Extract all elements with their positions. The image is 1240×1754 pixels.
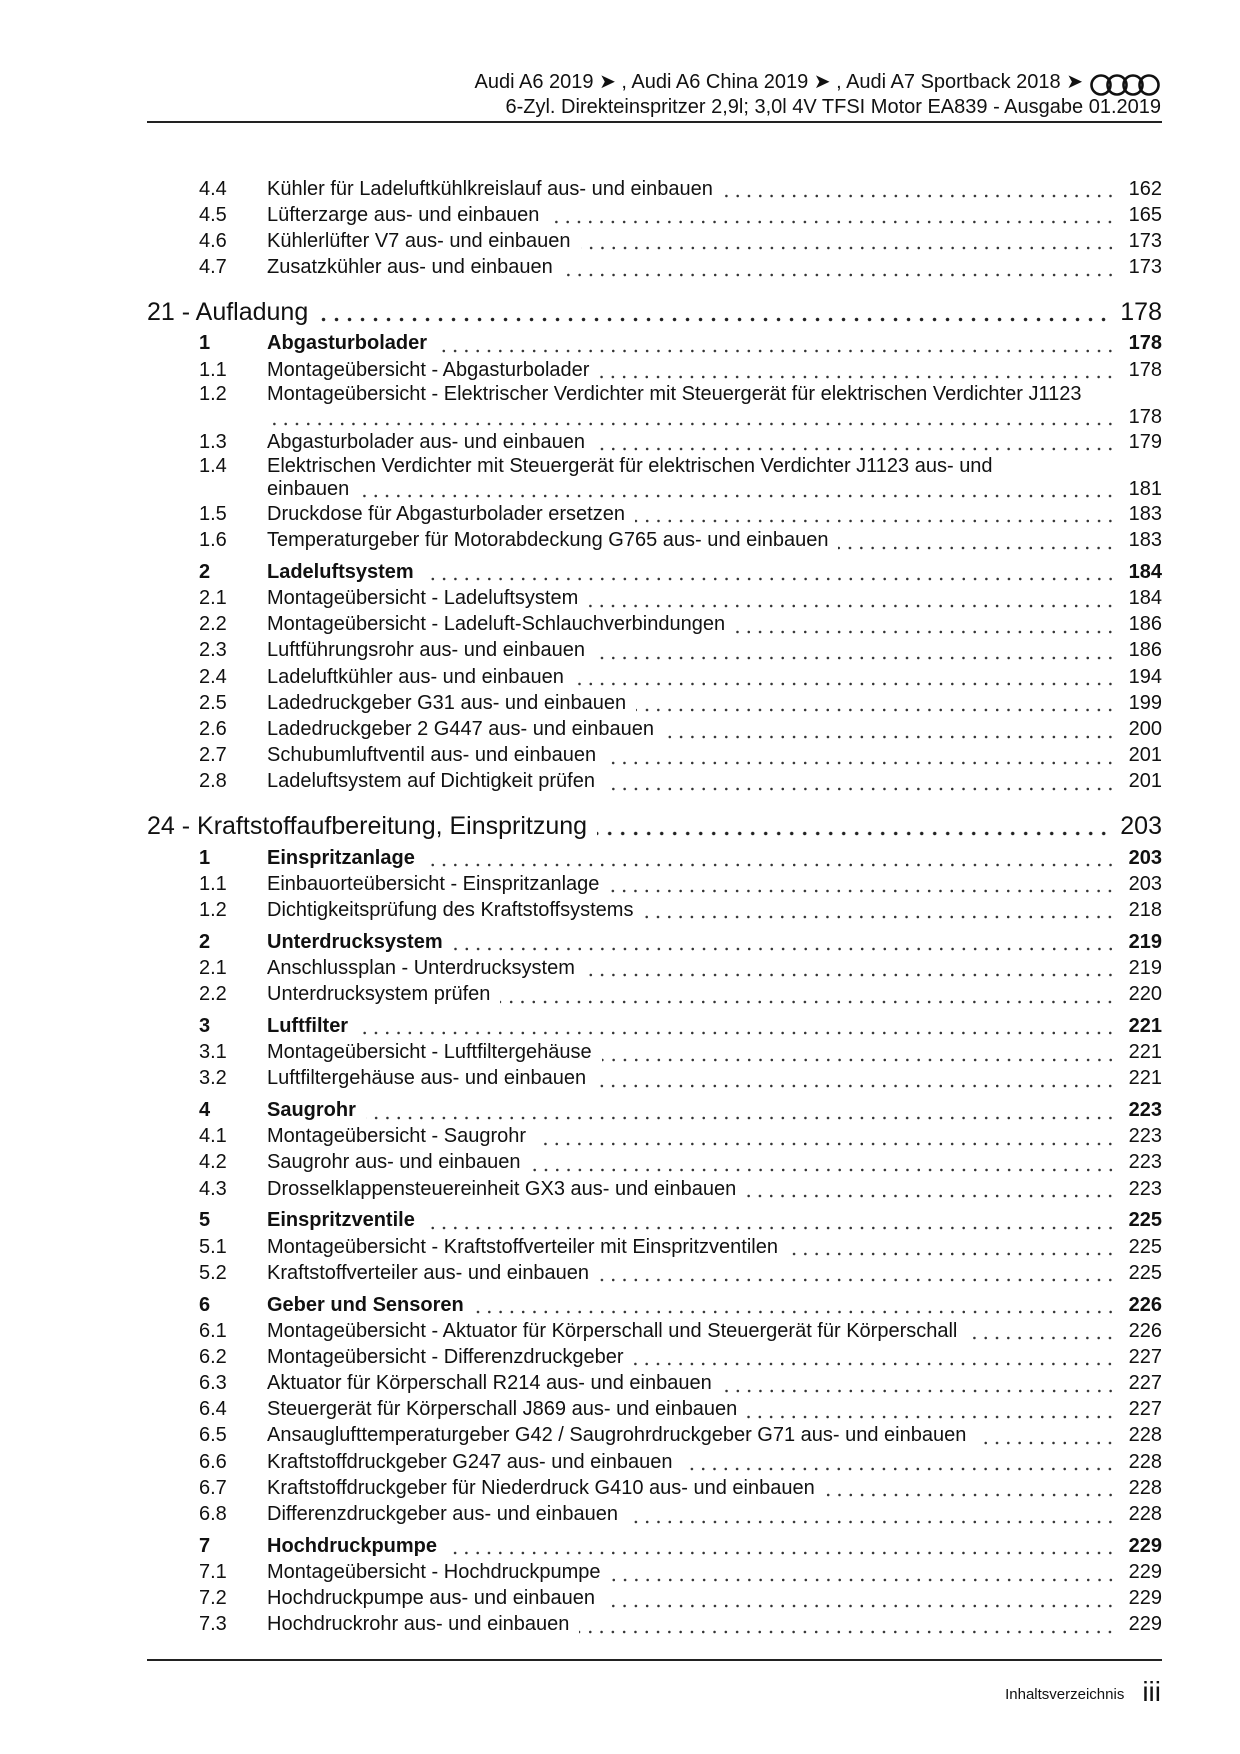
entry-title: Unterdrucksystem prüfen xyxy=(267,983,491,1006)
toc-entry[interactable] xyxy=(147,871,1162,897)
toc-entry[interactable] xyxy=(147,455,1162,501)
entry-number: 6 xyxy=(199,1293,211,1316)
dot-leader xyxy=(747,1408,1116,1420)
toc-entry[interactable] xyxy=(147,638,1162,664)
dot-leader xyxy=(605,780,1116,792)
entry-number: 4.4 xyxy=(199,177,227,200)
entry-title: Saugrohr xyxy=(267,1099,356,1122)
toc-entry[interactable] xyxy=(147,528,1162,554)
dot-leader xyxy=(359,487,1116,499)
entry-number: 1.1 xyxy=(199,358,227,381)
entry-number: 4.7 xyxy=(199,256,227,279)
entry-number: 2.3 xyxy=(199,639,227,662)
entry-page: 229 xyxy=(1128,1561,1162,1583)
toc-entry[interactable] xyxy=(147,429,1162,455)
entry-number: 6.1 xyxy=(199,1319,227,1342)
entry-number: 6.5 xyxy=(199,1424,227,1447)
toc-entry[interactable] xyxy=(147,1423,1162,1449)
entry-page: 228 xyxy=(1128,1503,1162,1526)
toc-entry[interactable] xyxy=(147,1586,1162,1612)
entry-title: Montageübersicht - Elektrischer Verdichter mit Steuergerät für elektrischen Verdichter J1123 xyxy=(267,382,1082,405)
entry-number: 6.3 xyxy=(199,1372,227,1395)
entry-page: 223 xyxy=(1128,1177,1162,1200)
entry-number: 6.4 xyxy=(199,1398,227,1421)
entry-title: Temperaturgeber für Motorabdeckung G765 aus- und einbauen xyxy=(267,529,829,552)
entry-title: Kraftstoffdruckgeber G247 aus- und einbauen xyxy=(267,1450,673,1473)
entry-number: 7.2 xyxy=(199,1587,227,1610)
entry-title: Montageübersicht - Luftfiltergehäuse xyxy=(267,1041,592,1064)
entry-number: 2 xyxy=(199,930,211,953)
entry-title: Ladedruckgeber 2 G447 aus- und einbauen xyxy=(267,718,654,740)
dot-leader xyxy=(602,1051,1116,1063)
dot-leader xyxy=(595,649,1116,661)
toc-entry[interactable] xyxy=(147,1260,1162,1286)
toc-section[interactable] xyxy=(147,1292,1162,1318)
entry-page: 221 xyxy=(1128,1041,1162,1064)
entry-title: Luftfilter xyxy=(267,1014,349,1037)
header-models: Audi A6 2019 ➤ , Audi A6 China 2019 ➤ , Audi A7 Sportback 2018 ➤ xyxy=(474,71,1083,93)
entry-title: Luftführungsrohr aus- und einbauen xyxy=(267,639,586,662)
entry-page: 225 xyxy=(1128,1235,1162,1258)
page-header xyxy=(475,70,1161,120)
toc-entry[interactable] xyxy=(147,612,1162,638)
entry-title: Schubumluftventil aus- und einbauen xyxy=(267,744,597,767)
entry-page: 228 xyxy=(1128,1424,1162,1447)
entry-title: Montageübersicht - Differenzdruckgeber xyxy=(267,1345,624,1368)
toc-entry[interactable] xyxy=(147,1124,1162,1150)
dot-leader xyxy=(596,1077,1116,1089)
entry-title-continued: einbauen xyxy=(267,477,350,500)
dot-leader xyxy=(599,1271,1116,1283)
entry-page: 219 xyxy=(1128,930,1162,953)
toc-entry[interactable] xyxy=(147,1449,1162,1475)
dot-leader xyxy=(636,701,1116,713)
toc-section[interactable] xyxy=(147,331,1162,357)
entry-number: 6.8 xyxy=(199,1503,227,1526)
toc-entry[interactable] xyxy=(147,1501,1162,1527)
toc-entry[interactable] xyxy=(147,1318,1162,1344)
entry-title: Ansauglufttemperaturgeber G42 / Saugrohrdruckgeber G71 aus- und einbauen xyxy=(267,1424,967,1447)
entry-title: Steuergerät für Körperschall J869 aus- und einbauen xyxy=(267,1398,738,1421)
entry-number: 2.1 xyxy=(199,587,227,610)
entry-title: Saugrohr aus- und einbauen xyxy=(267,1151,521,1174)
entry-number: 4.1 xyxy=(199,1125,227,1148)
entry-page: 229 xyxy=(1128,1534,1162,1557)
entry-page: 173 xyxy=(1128,256,1162,279)
entry-number: 2 xyxy=(199,560,211,583)
entry-page: 227 xyxy=(1128,1345,1162,1368)
entry-number: 7.3 xyxy=(199,1613,227,1636)
entry-title: Druckdose für Abgasturbolader ersetzen xyxy=(267,502,625,525)
entry-page: 203 xyxy=(1128,846,1162,869)
toc-entry[interactable] xyxy=(147,585,1162,611)
entry-page: 228 xyxy=(1128,1476,1162,1499)
entry-number: 1.3 xyxy=(199,430,227,453)
toc-entry[interactable] xyxy=(147,1066,1162,1092)
toc-chapter[interactable] xyxy=(147,295,1162,331)
dot-leader xyxy=(585,966,1116,978)
entry-number: 3 xyxy=(199,1014,211,1037)
dot-leader xyxy=(447,1544,1116,1556)
entry-page: 228 xyxy=(1128,1450,1162,1473)
dot-leader xyxy=(474,1303,1116,1315)
toc-entry[interactable] xyxy=(147,202,1162,228)
toc-entry[interactable] xyxy=(147,1039,1162,1065)
page-number: iii xyxy=(1142,1676,1161,1707)
toc-entry[interactable] xyxy=(147,769,1162,795)
entry-page: 183 xyxy=(1128,529,1162,552)
entry-title: Ladeluftkühler aus- und einbauen xyxy=(267,665,564,688)
entry-title: Unterdrucksystem xyxy=(267,930,443,953)
toc-entry[interactable] xyxy=(147,690,1162,716)
entry-page: 225 xyxy=(1128,1261,1162,1284)
entry-number: 2.5 xyxy=(199,691,227,714)
dot-leader xyxy=(609,882,1116,894)
dot-leader xyxy=(425,856,1116,868)
dot-leader xyxy=(976,1434,1116,1446)
entry-title: Kühler für Ladeluftkühlkreislauf aus- und einbauen xyxy=(267,177,713,200)
toc-section[interactable] xyxy=(147,1533,1162,1559)
dot-leader xyxy=(605,1597,1116,1609)
footer-divider xyxy=(147,1659,1162,1661)
dot-leader xyxy=(595,440,1116,452)
entry-page: 173 xyxy=(1128,229,1162,252)
entry-title: Differenzdruckgeber aus- und einbauen xyxy=(267,1503,618,1526)
entry-page: 203 xyxy=(1128,872,1162,895)
toc-section[interactable] xyxy=(147,1208,1162,1234)
entry-number: 6.7 xyxy=(199,1476,227,1499)
toc-entry[interactable] xyxy=(147,1475,1162,1501)
dot-leader xyxy=(358,1024,1116,1036)
dot-leader xyxy=(366,1109,1116,1121)
dot-leader xyxy=(606,754,1116,766)
entry-page: 218 xyxy=(1128,898,1162,921)
entry-title: Elektrischen Verdichter mit Steuergerät für elektrischen Verdichter J1123 aus- und xyxy=(267,454,993,477)
entry-title: Montageübersicht - Hochdruckpumpe xyxy=(267,1561,601,1583)
dot-leader xyxy=(267,415,1116,427)
toc-section[interactable] xyxy=(147,1013,1162,1039)
toc-entry[interactable] xyxy=(147,897,1162,923)
toc-entry[interactable] xyxy=(147,228,1162,254)
entry-title: Montageübersicht - Ladeluftsystem xyxy=(267,587,579,610)
toc-entry[interactable] xyxy=(147,955,1162,981)
toc-entry[interactable] xyxy=(147,664,1162,690)
entry-title: Hochdruckpumpe aus- und einbauen xyxy=(267,1587,595,1610)
page-footer xyxy=(1005,1678,1161,1706)
toc-section[interactable] xyxy=(147,559,1162,585)
entry-page: 229 xyxy=(1128,1587,1162,1610)
header-engine: 6-Zyl. Direkteinspritzer 2,9l; 3,0l 4V TFSI Motor EA839 - Ausgabe 01.2019 xyxy=(505,96,1161,118)
entry-title: Hochdruckpumpe xyxy=(267,1534,438,1557)
entry-page: 186 xyxy=(1128,613,1162,636)
entry-title: Einbauorteübersicht - Einspritzanlage xyxy=(267,872,600,895)
entry-page: 162 xyxy=(1128,177,1162,200)
entry-title: Einspritzanlage xyxy=(267,846,415,869)
toc-entry[interactable] xyxy=(147,176,1162,202)
dot-leader xyxy=(425,1219,1116,1231)
entry-page: 220 xyxy=(1128,983,1162,1006)
entry-title: Kühlerlüfter V7 aus- und einbauen xyxy=(267,229,571,252)
footer-label: Inhaltsverzeichnis xyxy=(1005,1686,1125,1703)
entry-title: Montageübersicht - Saugrohr xyxy=(267,1125,527,1148)
dot-leader xyxy=(643,908,1116,920)
audi-rings-logo-icon xyxy=(1089,73,1161,97)
toc-entry[interactable] xyxy=(147,743,1162,769)
dot-leader xyxy=(437,342,1116,354)
entry-page: 226 xyxy=(1128,1293,1162,1316)
entry-page: 200 xyxy=(1128,718,1162,740)
entry-page: 178 xyxy=(1128,405,1162,428)
toc-entry[interactable] xyxy=(147,1397,1162,1423)
entry-title: Zusatzkühler aus- und einbauen xyxy=(267,256,553,279)
entry-title: Anschlussplan - Unterdrucksystem xyxy=(267,956,575,979)
dot-leader xyxy=(825,1486,1116,1498)
entry-number: 4.5 xyxy=(199,203,227,226)
entry-number: 3.1 xyxy=(199,1041,227,1064)
entry-title: Luftfiltergehäuse aus- und einbauen xyxy=(267,1067,587,1090)
dot-leader xyxy=(579,1623,1116,1635)
entry-page: 227 xyxy=(1128,1372,1162,1395)
dot-leader xyxy=(531,1161,1116,1173)
entry-title: Ladeluftsystem auf Dichtigkeit prüfen xyxy=(267,770,595,793)
entry-page: 199 xyxy=(1128,691,1162,714)
toc-chapter[interactable] xyxy=(147,809,1162,845)
entry-page: 221 xyxy=(1128,1067,1162,1090)
dot-leader xyxy=(967,1329,1116,1341)
entry-number: 1.2 xyxy=(199,898,227,921)
entry-title: Hochdruckrohr aus- und einbauen xyxy=(267,1613,570,1636)
entry-title: 24 - Kraftstoffaufbereitung, Einspritzung xyxy=(147,812,588,841)
toc-entry[interactable] xyxy=(147,716,1162,742)
entry-number: 1.5 xyxy=(199,502,227,525)
entry-number: 4 xyxy=(199,1099,211,1122)
toc-entry[interactable] xyxy=(147,1371,1162,1397)
entry-number: 4.3 xyxy=(199,1177,227,1200)
entry-page: 223 xyxy=(1128,1151,1162,1174)
toc-entry[interactable] xyxy=(147,1234,1162,1260)
entry-number: 1 xyxy=(199,332,211,355)
dot-leader xyxy=(735,623,1116,635)
entry-number: 7.1 xyxy=(199,1561,227,1583)
entry-number: 1.2 xyxy=(199,382,227,405)
entry-title: Aktuator für Körperschall R214 aus- und einbauen xyxy=(267,1372,712,1395)
entry-page: 201 xyxy=(1128,744,1162,767)
entry-page: 226 xyxy=(1128,1319,1162,1342)
entry-page: 178 xyxy=(1128,358,1162,381)
entry-number: 5 xyxy=(199,1209,211,1232)
toc-section[interactable] xyxy=(147,845,1162,871)
dot-leader xyxy=(581,239,1116,251)
dot-leader xyxy=(318,311,1110,323)
entry-page: 178 xyxy=(1128,332,1162,355)
dot-leader xyxy=(723,187,1116,199)
entry-number: 2.6 xyxy=(199,718,227,740)
dot-leader xyxy=(453,940,1116,952)
entry-page: 221 xyxy=(1128,1014,1162,1037)
entry-number: 4.2 xyxy=(199,1151,227,1174)
entry-title: Abgasturbolader xyxy=(267,332,428,355)
dot-leader xyxy=(563,266,1116,278)
entry-number: 5.2 xyxy=(199,1261,227,1284)
dot-leader xyxy=(588,597,1116,609)
dot-leader xyxy=(788,1245,1116,1257)
toc-section[interactable] xyxy=(147,929,1162,955)
entry-number: 1.6 xyxy=(199,529,227,552)
toc-entry[interactable] xyxy=(147,1176,1162,1202)
entry-page: 227 xyxy=(1128,1398,1162,1421)
dot-leader xyxy=(599,368,1116,380)
dot-leader xyxy=(611,1571,1116,1583)
entry-number: 5.1 xyxy=(199,1235,227,1258)
dot-leader xyxy=(500,993,1116,1005)
entry-number: 1 xyxy=(199,846,211,869)
toc-entry[interactable] xyxy=(147,1612,1162,1638)
entry-title: Einspritzventile xyxy=(267,1209,415,1232)
entry-number: 2.4 xyxy=(199,665,227,688)
dot-leader xyxy=(574,675,1116,687)
toc-entry[interactable] xyxy=(147,1344,1162,1370)
toc-entry[interactable] xyxy=(147,255,1162,281)
entry-page: 181 xyxy=(1128,477,1162,500)
entry-title: Abgasturbolader aus- und einbauen xyxy=(267,430,586,453)
dot-leader xyxy=(424,570,1116,582)
entry-title: Ladeluftsystem xyxy=(267,560,414,583)
dot-leader xyxy=(746,1187,1116,1199)
dot-leader xyxy=(549,213,1116,225)
table-of-contents xyxy=(147,176,1162,1638)
dot-leader xyxy=(597,825,1110,837)
entry-title: Kraftstoffdruckgeber für Niederdruck G410 aus- und einbauen xyxy=(267,1476,815,1499)
entry-page: 186 xyxy=(1128,639,1162,662)
entry-page: 165 xyxy=(1128,203,1162,226)
toc-entry[interactable] xyxy=(147,982,1162,1008)
entry-page: 223 xyxy=(1128,1099,1162,1122)
entry-page: 203 xyxy=(1120,812,1162,841)
entry-title: 21 - Aufladung xyxy=(147,298,309,327)
entry-title: Dichtigkeitsprüfung des Kraftstoffsystems xyxy=(267,898,634,921)
entry-title: Montageübersicht - Aktuator für Körperschall und Steuergerät für Körperschall xyxy=(267,1319,958,1342)
dot-leader xyxy=(633,1355,1116,1367)
toc-entry[interactable] xyxy=(147,501,1162,527)
toc-section[interactable] xyxy=(147,1097,1162,1123)
dot-leader xyxy=(635,512,1116,524)
entry-page: 229 xyxy=(1128,1613,1162,1636)
dot-leader xyxy=(536,1135,1116,1147)
entry-number: 2.1 xyxy=(199,956,227,979)
dot-leader xyxy=(838,539,1116,551)
dot-leader xyxy=(682,1460,1116,1472)
header-divider xyxy=(147,121,1162,123)
toc-entry[interactable] xyxy=(147,1559,1162,1585)
toc-entry[interactable] xyxy=(147,1150,1162,1176)
entry-page: 179 xyxy=(1128,430,1162,453)
entry-title: Drosselklappensteuereinheit GX3 aus- und einbauen xyxy=(267,1177,737,1200)
entry-number: 2.2 xyxy=(199,613,227,636)
entry-title: Geber und Sensoren xyxy=(267,1293,464,1316)
entry-number: 3.2 xyxy=(199,1067,227,1090)
entry-page: 194 xyxy=(1128,665,1162,688)
dot-leader xyxy=(664,728,1116,740)
entry-number: 2.8 xyxy=(199,770,227,793)
entry-title: Montageübersicht - Abgasturbolader xyxy=(267,358,590,381)
entry-title: Montageübersicht - Kraftstoffverteiler mit Einspritzventilen xyxy=(267,1235,778,1258)
entry-page: 183 xyxy=(1128,502,1162,525)
entry-page: 184 xyxy=(1128,587,1162,610)
entry-page: 225 xyxy=(1128,1209,1162,1232)
entry-number: 1.4 xyxy=(199,454,227,477)
dot-leader xyxy=(628,1513,1116,1525)
entry-page: 219 xyxy=(1128,956,1162,979)
toc-entry[interactable] xyxy=(147,357,1162,383)
toc-entry[interactable] xyxy=(147,383,1162,429)
dot-leader xyxy=(722,1382,1116,1394)
entry-number: 6.2 xyxy=(199,1345,227,1368)
entry-number: 4.6 xyxy=(199,229,227,252)
entry-title: Lüfterzarge aus- und einbauen xyxy=(267,203,540,226)
entry-page: 223 xyxy=(1128,1125,1162,1148)
entry-page: 184 xyxy=(1128,560,1162,583)
entry-title: Montageübersicht - Ladeluft-Schlauchverbindungen xyxy=(267,613,726,636)
entry-number: 6.6 xyxy=(199,1450,227,1473)
entry-page: 178 xyxy=(1120,298,1162,327)
entry-page: 201 xyxy=(1128,770,1162,793)
entry-number: 2.2 xyxy=(199,983,227,1006)
entry-title: Ladedruckgeber G31 aus- und einbauen xyxy=(267,691,627,714)
entry-number: 2.7 xyxy=(199,744,227,767)
entry-number: 7 xyxy=(199,1534,211,1557)
entry-title: Kraftstoffverteiler aus- und einbauen xyxy=(267,1261,590,1284)
entry-number: 1.1 xyxy=(199,872,227,895)
